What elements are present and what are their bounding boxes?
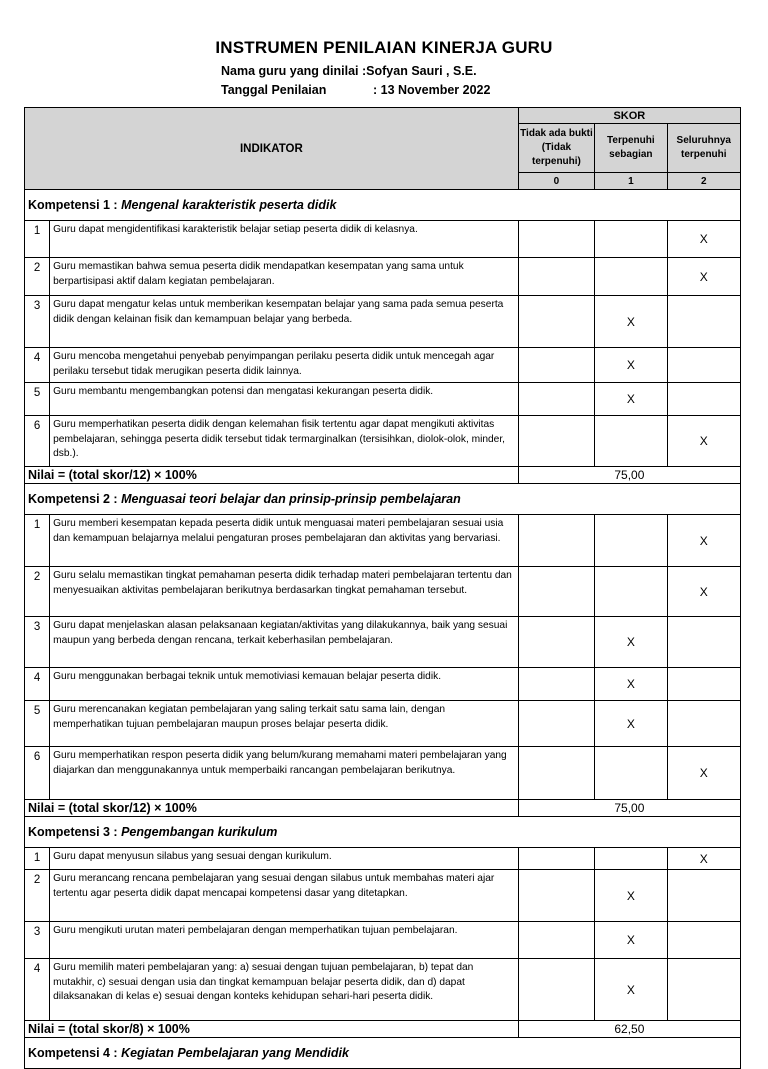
score-cell-2[interactable] [667,747,740,800]
indicator-number: 6 [25,416,50,467]
score-cell-0[interactable] [518,701,594,747]
score-cell-0[interactable] [518,348,594,383]
assessment-table-body [25,108,741,1069]
kompetensi-prefix: Kompetensi 1 : [28,198,122,212]
score-cell-2[interactable] [667,668,740,701]
indicator-text: Guru dapat mengidentifikasi karakteristik belajar setiap peserta didik di kelasnya. [50,221,519,258]
nilai-value: 62,50 [518,1021,740,1038]
score-1-value: 1 [595,173,667,190]
assessment-date-value: : 13 November 2022 [373,83,491,97]
score-cell-2[interactable] [667,348,740,383]
score-cell-0[interactable] [518,617,594,668]
score-mark: X [626,933,635,947]
indicator-row [25,296,741,348]
score-cell-2[interactable] [667,959,740,1021]
assessment-table [24,107,741,1069]
kompetensi-heading [25,484,741,515]
score-1-label: Terpenuhi sebagian [595,124,667,173]
indicator-number: 6 [25,747,50,800]
score-cell-1[interactable] [595,701,667,747]
score-mark: X [626,392,635,406]
score-cell-2[interactable] [667,296,740,348]
indicator-row [25,221,741,258]
score-cell-2[interactable] [667,567,740,617]
teacher-name-line [221,64,477,78]
indicator-text: Guru memastikan bahwa semua peserta didik mendapatkan kesempatan yang sama untuk berpartisipasi aktif dalam kegiatan pembelajaran. [50,258,519,296]
kompetensi-prefix: Kompetensi 3 : [28,825,122,839]
skor-header: SKOR [518,108,740,124]
score-cell-2[interactable] [667,617,740,668]
indicator-number: 3 [25,617,50,668]
indicator-row [25,959,741,1021]
score-mark: X [699,584,708,599]
score-cell-1[interactable] [595,870,667,922]
score-cell-1[interactable] [595,959,667,1021]
score-cell-1[interactable] [595,848,667,870]
nilai-row [25,1021,741,1038]
nilai-row [25,800,741,817]
score-cell-1[interactable] [595,515,667,567]
kompetensi-title: Kegiatan Pembelajaran yang Mendidik [121,1046,349,1060]
score-mark: X [699,766,708,780]
kompetensi-title: Menguasai teori belajar dan prinsip-prinsip pembelajaran [121,492,461,506]
indicator-number: 2 [25,870,50,922]
nilai-label: Nilai = (total skor/12) × 100% [25,467,519,484]
indicator-number: 4 [25,959,50,1021]
score-cell-1[interactable] [595,258,667,296]
indicator-number: 5 [25,383,50,416]
indicator-number: 1 [25,221,50,258]
score-cell-0[interactable] [518,383,594,416]
indicator-text: Guru memilih materi pembelajaran yang: a) sesuai dengan tujuan pembelajaran, b) tepat dan mutakhir, c) sesuai dengan usia dan tingkat kemampuan belajar peserta didik, dan d) dapat dilaksanakan di kelas e) sesuai dengan konteks kehidupan sehari-hari peserta didik. [50,959,519,1021]
indicator-number: 1 [25,515,50,567]
indicator-row [25,922,741,959]
score-cell-1[interactable] [595,747,667,800]
indicator-row [25,701,741,747]
indicator-row [25,617,741,668]
score-2-value: 2 [667,173,740,190]
kompetensi-1-heading-row [25,190,741,221]
score-mark: X [699,269,708,284]
indicator-text: Guru memberi kesempatan kepada peserta didik untuk menguasai materi pembelajaran sesuai usia dan kemampuan belajarnya melalui pengaturan proses pembelajaran dan aktivitas yang bervariasi. [50,515,519,567]
score-cell-0[interactable] [518,922,594,959]
score-cell-2[interactable] [667,515,740,567]
nilai-value: 75,00 [518,467,740,484]
score-mark: X [699,434,708,448]
score-cell-2[interactable] [667,258,740,296]
score-cell-1[interactable] [595,416,667,467]
nilai-label: Nilai = (total skor/12) × 100% [25,800,519,817]
score-mark: X [699,232,708,246]
kompetensi-2-heading-row [25,484,741,515]
score-mark: X [626,635,635,649]
score-0-value: 0 [518,173,594,190]
indikator-header: INDIKATOR [25,108,519,190]
teacher-name-label: Nama guru yang dinilai : [221,64,367,78]
header-row-skor [25,108,741,124]
score-cell-0[interactable] [518,258,594,296]
indicator-text: Guru memperhatikan respon peserta didik yang belum/kurang memahami materi pembelajaran yang diajarkan dan menggunakannya untuk memperbaiki rancangan pembelajaran berikutnya. [50,747,519,800]
indicator-text: Guru memperhatikan peserta didik dengan kelemahan fisik tertentu agar dapat mengikuti aktivitas pembelajaran, sehingga peserta didik tersebut tidak termarginalkan (tersisihkan, diolok-olok, minder, dsb.). [50,416,519,467]
indicator-text: Guru merencanakan kegiatan pembelajaran yang saling terkait satu sama lain, dengan memperhatikan tujuan pembelajaran maupun proses belajar peserta didik. [50,701,519,747]
score-cell-0[interactable] [518,959,594,1021]
assessment-date-label: Tanggal Penilaian [221,83,327,97]
indicator-row [25,258,741,296]
indicator-row [25,416,741,467]
indicator-text: Guru dapat mengatur kelas untuk memberikan kesempatan belajar yang sama pada semua peserta didik dengan kelainan fisik dan kemampuan belajar yang berbeda. [50,296,519,348]
indicator-number: 3 [25,296,50,348]
score-mark: X [626,314,635,329]
kompetensi-heading [25,190,741,221]
kompetensi-title: Mengenal karakteristik peserta didik [121,198,337,212]
score-mark: X [699,851,708,866]
kompetensi-heading [25,1038,741,1069]
score-cell-1[interactable] [595,221,667,258]
indicator-number: 4 [25,348,50,383]
document-title: INSTRUMEN PENILAIAN KINERJA GURU [215,38,553,57]
kompetensi-heading [25,817,741,848]
score-cell-1[interactable] [595,383,667,416]
indicator-number: 4 [25,668,50,701]
score-cell-1[interactable] [595,348,667,383]
score-cell-1[interactable] [595,296,667,348]
nilai-label: Nilai = (total skor/8) × 100% [25,1021,519,1038]
teacher-name-value: Sofyan Sauri , S.E. [366,64,477,78]
score-mark: X [626,888,635,903]
indicator-text: Guru mengikuti urutan materi pembelajaran dengan memperhatikan tujuan pembelajaran. [50,922,519,959]
score-cell-2[interactable] [667,701,740,747]
score-cell-0[interactable] [518,668,594,701]
score-cell-0[interactable] [518,567,594,617]
indicator-text: Guru dapat menjelaskan alasan pelaksanaan kegiatan/aktivitas yang dilakukannya, baik yang sesuai maupun yang berbeda dengan rencana, terkait keberhasilan pembelajaran. [50,617,519,668]
indicator-row [25,567,741,617]
kompetensi-prefix: Kompetensi 2 : [28,492,122,506]
score-cell-0[interactable] [518,747,594,800]
score-cell-0[interactable] [518,296,594,348]
indicator-row [25,515,741,567]
indicator-row [25,668,741,701]
score-cell-2[interactable] [667,870,740,922]
score-cell-0[interactable] [518,515,594,567]
score-mark: X [626,358,635,372]
score-mark: X [626,716,635,731]
score-cell-2[interactable] [667,922,740,959]
indicator-text: Guru selalu memastikan tingkat pemahaman peserta didik terhadap materi pembelajaran tertentu dan menyesuaikan aktivitas pembelajaran berikutnya berdasarkan tingkat pemahaman tersebut. [50,567,519,617]
kompetensi-3-heading-row [25,817,741,848]
score-cell-0[interactable] [518,848,594,870]
indicator-text: Guru merancang rencana pembelajaran yang sesuai dengan silabus untuk membahas materi ajar tertentu agar peserta didik dapat mencapai kompetensi dasar yang ditetapkan. [50,870,519,922]
score-cell-2[interactable] [667,221,740,258]
indicator-row [25,747,741,800]
kompetensi-prefix: Kompetensi 4 : [28,1046,122,1060]
score-2-label: Seluruhnya terpenuhi [667,124,740,173]
indicator-text: Guru mencoba mengetahui penyebab penyimpangan perilaku peserta didik untuk mencegah agar perilaku tersebut tidak merugikan peserta didik lainnya. [50,348,519,383]
score-cell-0[interactable] [518,221,594,258]
score-0-label: Tidak ada bukti (Tidak terpenuhi) [518,124,594,173]
indicator-row [25,383,741,416]
nilai-row [25,467,741,484]
indicator-row [25,848,741,870]
score-cell-1[interactable] [595,922,667,959]
nilai-value: 75,00 [518,800,740,817]
indicator-number: 3 [25,922,50,959]
score-mark: X [626,982,635,997]
score-cell-2[interactable] [667,383,740,416]
indicator-text: Guru dapat menyusun silabus yang sesuai dengan kurikulum. [50,848,519,870]
score-mark: X [699,533,708,548]
score-mark: X [626,677,635,691]
indicator-number: 2 [25,258,50,296]
kompetensi-title: Pengembangan kurikulum [121,825,278,839]
score-cell-2[interactable] [667,848,740,870]
indicator-text: Guru membantu mengembangkan potensi dan mengatasi kekurangan peserta didik. [50,383,519,416]
score-cell-1[interactable] [595,668,667,701]
kompetensi-4-heading-row [25,1038,741,1069]
score-cell-0[interactable] [518,870,594,922]
indicator-row [25,348,741,383]
indicator-number: 2 [25,567,50,617]
score-cell-2[interactable] [667,416,740,467]
score-cell-1[interactable] [595,617,667,668]
score-cell-0[interactable] [518,416,594,467]
indicator-number: 1 [25,848,50,870]
indicator-text: Guru menggunakan berbagai teknik untuk memotiviasi kemauan belajar peserta didik. [50,668,519,701]
indicator-number: 5 [25,701,50,747]
score-cell-1[interactable] [595,567,667,617]
assessment-date-line [221,83,490,97]
indicator-row [25,870,741,922]
